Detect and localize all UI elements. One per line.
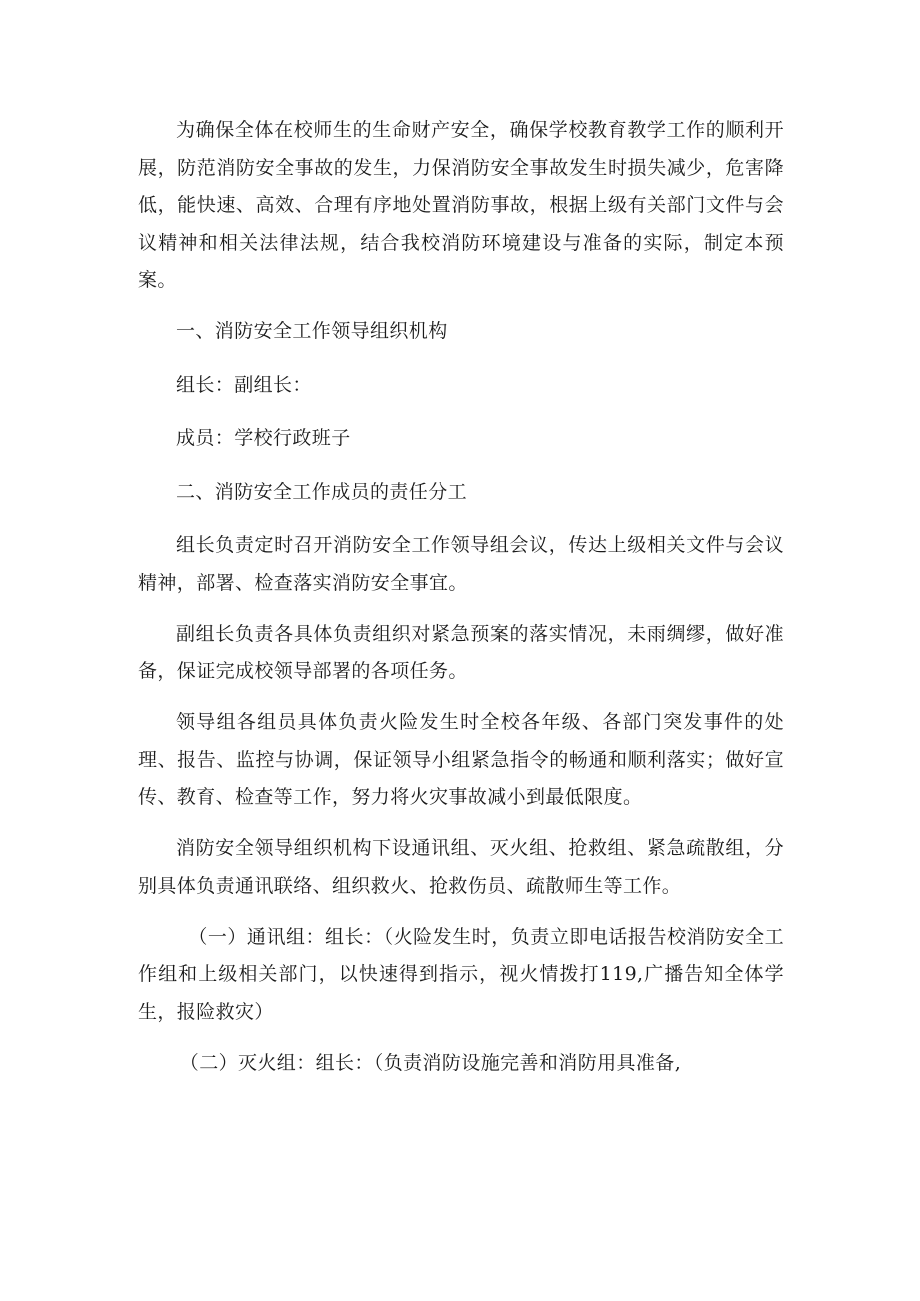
leader-line: 组长：副组长： <box>176 373 312 396</box>
deputy-duty-paragraph: 副组长负责各具体负责组织对紧急预案的落实情况，未雨绸缪，做好准备，保证完成校领导部署的各项任务。 <box>138 622 784 682</box>
document-page <box>138 112 784 1096</box>
firefighting-group-paragraph: （二）灭火组：组长：（负责消防设施完善和消防用具准备, <box>179 1051 682 1074</box>
intro-paragraph: 为确保全体在校师生的生命财产安全，确保学校教育教学工作的顺利开展，防范消防安全事故的发生，力保消防安全事故发生时损失减少，危害降低，能快速、高效、合理有序地处置消防事故，根据上级有关部门文件与会议精神和相关法律法规，结合我校消防环境建设与准备的实际，制定本预案。 <box>138 119 784 291</box>
subgroups-paragraph: 消防安全领导组织机构下设通讯组、灭火组、抢救组、紧急疏散组，分别具体负责通讯联络、组织救火、抢救伤员、疏散师生等工作。 <box>138 837 784 897</box>
members-duty-paragraph: 领导组各组员具体负责火险发生时全校各年级、各部门突发事件的处理、报告、监控与协调，保证领导小组紧急指令的畅通和顺利落实；做好宣传、教育、检查等工作，努力将火灾事故减小到最低限度。 <box>138 711 784 808</box>
section-heading-2: 二、消防安全工作成员的责任分工 <box>176 480 468 503</box>
members-line: 成员：学校行政班子 <box>176 427 351 449</box>
communication-group-paragraph: （一）通讯组：组长：（火险发生时，负责立即电话报告校消防安全工作组和上级相关部门，以快速得到指示，视火情拨打119,广播告知全体学生，报险救灾） <box>138 925 784 1023</box>
section-heading-1: 一、消防安全工作领导组织机构 <box>176 320 448 342</box>
leader-duty-paragraph: 组长负责定时召开消防安全工作领导组会议，传达上级相关文件与会议精神，部署、检查落实消防安全事宜。 <box>138 534 784 594</box>
